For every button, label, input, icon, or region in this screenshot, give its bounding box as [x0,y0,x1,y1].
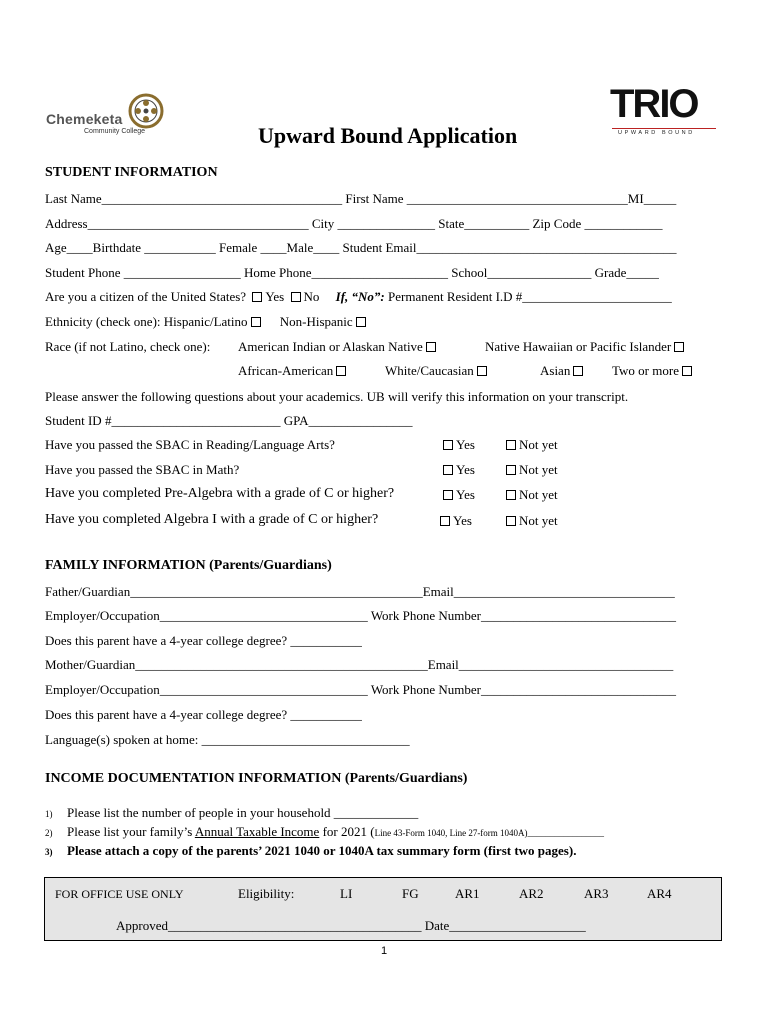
income-item-2: 2) Please list your family’s Annual Taxable Income for 2021 (Line 43-Form 1040, Line 27-form 1040A)_________________ [45,824,605,839]
logo-left-sub: Community College [84,128,146,135]
yes-option: Yes [437,513,472,529]
race-label: Race (if not Latino, check one): [45,339,211,354]
not-yet-option: Not yet [503,437,558,453]
yes-option: Yes [440,437,475,453]
annual-taxable-income: Annual Taxable Income [194,824,320,839]
age-line: Age____Birthdate ___________ Female ____Male____ Student Email________________________________________ [45,240,677,255]
ethnicity-hispanic-label: Ethnicity (check one): Hispanic/Latino [45,314,248,329]
eligibility-code: AR1 [455,886,480,901]
citizen-yes-label: Yes [265,289,285,304]
race-checkbox[interactable] [682,366,692,376]
not-yet-checkbox[interactable] [506,516,516,526]
academic-question: Have you completed Algebra I with a grade of C or higher? [45,512,379,527]
not-yet-option: Not yet [503,513,558,529]
eligibility-code: AR4 [647,886,672,901]
race-option: Two or more [612,363,695,379]
yes-checkbox[interactable] [443,440,453,450]
eligibility-code: AR3 [584,886,609,901]
eligibility-code: LI [340,886,353,901]
phone-line: Student Phone __________________ Home Phone_____________________ School________________ Grade_____ [45,265,659,280]
logo-rule [612,128,716,129]
ethnicity-line [45,314,369,330]
page-title: Upward Bound Application [258,123,518,148]
eligibility-code: FG [402,886,419,901]
name-line: Last Name_____________________________________ First Name __________________________________MI_____ [45,191,677,206]
language-line: Language(s) spoken at home: ________________________________ [45,732,410,747]
non-hispanic-checkbox[interactable] [356,317,366,327]
citizen-yes-checkbox[interactable] [252,292,262,302]
mother-line: Mother/Guardian_____________________________________________Email_________________________________ [45,657,674,672]
trio-logo [610,82,720,138]
race-checkbox[interactable] [426,342,436,352]
income-item-1: 1) Please list the number of people in your household _____________ [45,805,419,820]
college-seal-icon [128,93,164,129]
race-option: Native Hawaiian or Pacific Islander [485,339,687,355]
non-hispanic-label: Non-Hispanic [279,314,353,329]
not-yet-checkbox[interactable] [506,490,516,500]
academics-intro: Please answer the following questions about your academics. UB will verify this information on your transcript. [45,389,629,404]
mother-degree-line: Does this parent have a 4-year college degree? ___________ [45,707,362,722]
yes-checkbox[interactable] [440,516,450,526]
yes-option: Yes [440,487,475,503]
logo-left-name: Chemeketa [46,111,123,127]
not-yet-option: Not yet [503,462,558,478]
citizen-line [45,289,672,305]
race-option: African-American [238,363,349,379]
father-employer-line: Employer/Occupation________________________________ Work Phone Number______________________________ [45,608,676,623]
citizen-no-label: No [303,289,320,304]
office-use-label: FOR OFFICE USE ONLY [55,887,184,901]
office-use-box [44,877,722,941]
yes-checkbox[interactable] [443,465,453,475]
eligibility-code: AR2 [519,886,544,901]
hispanic-checkbox[interactable] [251,317,261,327]
eligibility-label: Eligibility: [238,886,295,901]
not-yet-option: Not yet [503,487,558,503]
perm-res-field: Permanent Resident I.D #_______________________ [388,289,672,304]
if-no-label: If, “No”: [335,289,385,304]
race-option: American Indian or Alaskan Native [238,339,439,355]
not-yet-checkbox[interactable] [506,440,516,450]
academic-question: Have you completed Pre-Algebra with a grade of C or higher? [45,486,395,501]
race-checkbox[interactable] [573,366,583,376]
mother-employer-line: Employer/Occupation________________________________ Work Phone Number______________________________ [45,682,676,697]
race-option: Asian [540,363,586,379]
father-degree-line: Does this parent have a 4-year college degree? ___________ [45,633,362,648]
approved-line: Approved_______________________________________ Date_____________________ [116,918,586,933]
page-number: 1 [381,945,388,957]
race-option: White/Caucasian [385,363,490,379]
family-section-heading: FAMILY INFORMATION (Parents/Guardians) [45,558,332,573]
logo-right-name: TRIO [610,82,698,126]
income-section-heading: INCOME DOCUMENTATION INFORMATION (Parents/Guardians) [45,771,468,786]
race-checkbox[interactable] [674,342,684,352]
address-line: Address__________________________________ City _______________ State__________ Zip Code ____________ [45,216,663,231]
citizen-question: Are you a citizen of the United States? [45,289,247,304]
not-yet-checkbox[interactable] [506,465,516,475]
yes-checkbox[interactable] [443,490,453,500]
logo-right-sub: UPWARD BOUND [618,130,695,136]
academic-question: Have you passed the SBAC in Reading/Language Arts? [45,437,335,452]
race-checkbox[interactable] [477,366,487,376]
father-line: Father/Guardian_____________________________________________Email__________________________________ [45,584,675,599]
student-section-heading: STUDENT INFORMATION [45,165,218,180]
income-item-3: 3) Please attach a copy of the parents’ 2021 1040 or 1040A tax summary form (first two pages). [45,843,577,858]
student-id-line: Student ID #__________________________ GPA________________ [45,413,413,428]
academic-question: Have you passed the SBAC in Math? [45,462,240,477]
yes-option: Yes [440,462,475,478]
citizen-no-checkbox[interactable] [291,292,301,302]
race-checkbox[interactable] [336,366,346,376]
chemeketa-logo [40,93,166,141]
